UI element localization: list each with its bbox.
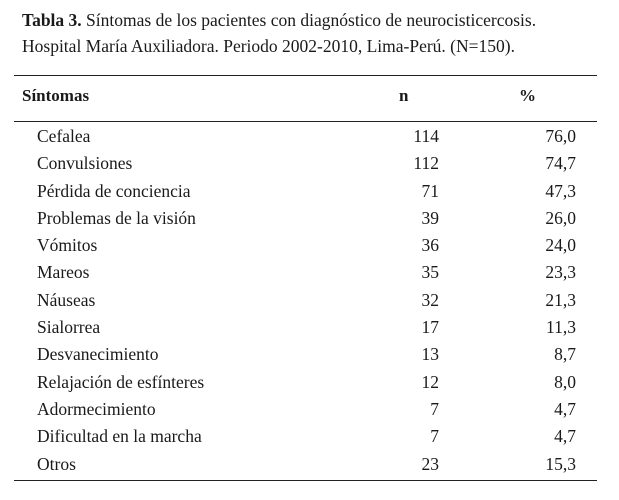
cell-symptom: Convulsiones	[37, 153, 133, 174]
table-header-rule	[14, 121, 597, 122]
cell-percent: 11,3	[546, 317, 576, 338]
caption-line-1	[22, 7, 612, 33]
table-row	[0, 259, 619, 286]
header-n: n	[399, 86, 409, 105]
cell-percent: 24,0	[545, 235, 576, 256]
header-percent: %	[519, 86, 536, 105]
cell-percent: 74,7	[545, 153, 576, 174]
cell-percent: 4,7	[554, 398, 576, 419]
cell-percent: 8,0	[554, 371, 576, 392]
cell-symptom: Sialorrea	[37, 317, 101, 338]
table-row	[0, 314, 619, 341]
caption-line-2: Hospital María Auxiliadora. Periodo 2002-2010, Lima-Perú. (N=150).	[22, 36, 515, 56]
cell-n: 17	[421, 317, 439, 338]
cell-symptom: Problemas de la visión	[37, 207, 196, 228]
table-row	[0, 123, 619, 150]
cell-symptom: Relajación de esfínteres	[37, 371, 205, 392]
table-row	[0, 287, 619, 314]
cell-symptom: Cefalea	[37, 126, 91, 146]
cell-percent: 23,3	[545, 262, 576, 283]
table-header	[0, 86, 619, 112]
table-row	[0, 423, 619, 450]
cell-percent: 21,3	[545, 289, 576, 310]
cell-percent: 8,7	[554, 344, 576, 365]
cell-percent: 26,0	[545, 207, 576, 228]
table-caption	[22, 7, 612, 59]
table-row	[0, 341, 619, 368]
cell-symptom: Vómitos	[37, 235, 98, 256]
cell-symptom: Pérdida de conciencia	[37, 180, 191, 201]
table-row	[0, 396, 619, 423]
caption-title: Síntomas de los pacientes con diagnóstico de neurocisticercosis.	[81, 10, 537, 30]
cell-percent: 4,7	[554, 426, 576, 447]
cell-symptom: Otros	[37, 453, 76, 474]
cell-n: 39	[421, 207, 439, 228]
header-symptoms: Síntomas	[22, 86, 90, 105]
cell-n: 114	[413, 126, 439, 146]
cell-percent: 15,3	[545, 453, 576, 474]
cell-symptom: Dificultad en la marcha	[37, 426, 202, 447]
cell-symptom: Náuseas	[37, 289, 96, 310]
cell-symptom: Mareos	[37, 262, 90, 283]
cell-percent: 76,0	[545, 126, 576, 146]
table-row	[0, 205, 619, 232]
table-row	[0, 150, 619, 177]
cell-n: 32	[421, 289, 439, 310]
cell-n: 36	[421, 235, 439, 256]
caption-label: Tabla 3.	[22, 10, 82, 30]
cell-n: 12	[421, 371, 439, 392]
cell-symptom: Desvanecimiento	[37, 344, 159, 365]
table-body	[0, 123, 619, 478]
table-bottom-rule	[14, 480, 597, 481]
table-row	[0, 451, 619, 478]
cell-n: 13	[421, 344, 439, 365]
cell-n: 7	[430, 398, 439, 419]
cell-n: 7	[430, 426, 439, 447]
cell-n: 35	[421, 262, 439, 283]
cell-symptom: Adormecimiento	[37, 398, 156, 419]
table-row	[0, 178, 619, 205]
cell-n: 71	[421, 180, 439, 201]
table-row	[0, 369, 619, 396]
table-top-rule	[14, 75, 597, 76]
cell-n: 112	[413, 153, 439, 174]
table-row	[0, 232, 619, 259]
cell-n: 23	[421, 453, 439, 474]
cell-percent: 47,3	[545, 180, 576, 201]
